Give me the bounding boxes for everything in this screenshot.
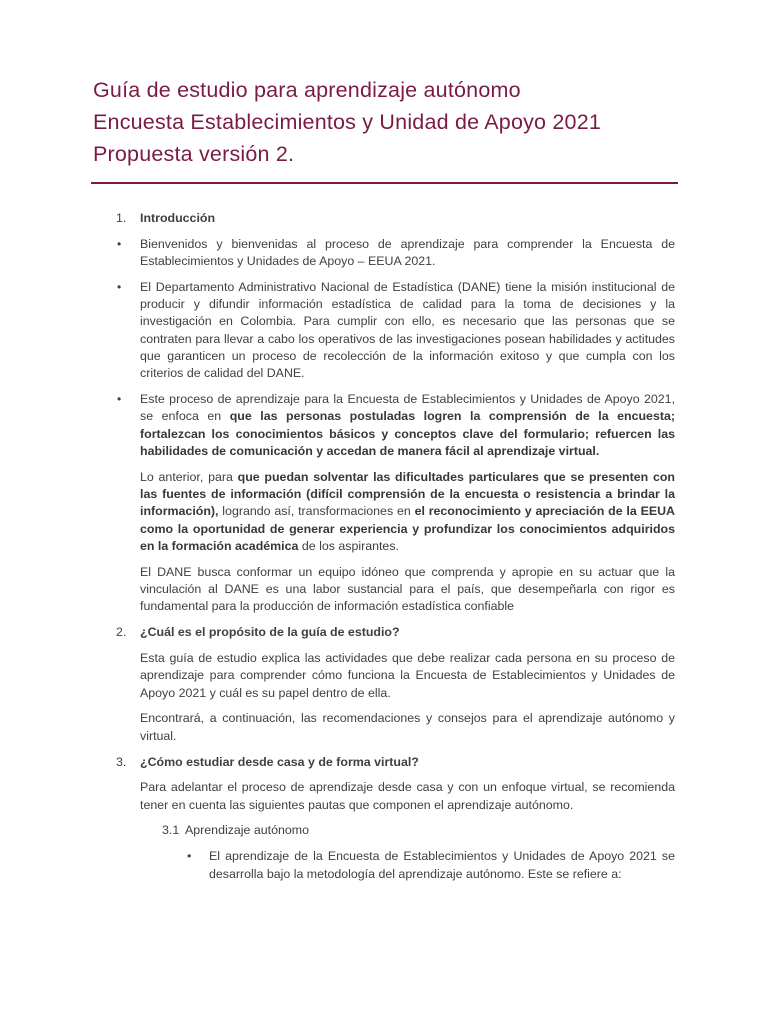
section-number: 3. (116, 754, 127, 769)
paragraph: Bienvenidos y bienvenidas al proceso de aprendizaje para comprender la Encuesta de Establecimientos y Unidades de Apoyo – EEUA 2021. (140, 236, 675, 269)
paragraph (140, 391, 675, 460)
bullet-icon: • (117, 392, 122, 407)
bullet-icon: • (117, 236, 122, 251)
paragraph: El DANE busca conformar un equipo idóneo que comprenda y apropie en su actuar que la vinculación al DANE es una labor sustancial para el país, que desempeñarla con rigor es fundamental para la producción de información estadística confiable (140, 564, 675, 614)
paragraph: Esta guía de estudio explica las actividades que debe realizar cada persona en su proceso de aprendizaje para comprender cómo funciona la Encuesta de Establecimientos y Unidades de Apoyo 2021 y cuál es su papel dentro de ella. (140, 651, 675, 700)
section-1-heading (0, 210, 768, 227)
bold-text-run: el reconocimiento y apreciación de la EEUA como la oportunidad de generar experiencia y profundizar los conocimientos adquiridos en la formación académica (140, 504, 675, 554)
title-line-2: Encuesta Establecimientos y Unidad de Apoyo 2021 (93, 110, 602, 134)
text-run: logrando así, transformaciones en (218, 504, 415, 519)
subsection-title: Aprendizaje autónomo (185, 823, 309, 838)
bold-text-run: que las personas postuladas logren la comprensión de la encuesta; fortalezcan los conocimientos básicos y conceptos clave del formulario; refuercen las habilidades de comunicación y accedan de manera fácil al aprendizaje virtual. (140, 409, 675, 459)
bold-text-run: que puedan solventar las dificultades particulares que se presenten con las fuentes de información (difícil comprensión de la encuesta o resistencia a brindar la información), (140, 469, 675, 519)
text-run: Este proceso de aprendizaje para la Encuesta de Establecimientos y Unidades de Apoyo 2021, se enfoca en (140, 392, 675, 424)
document-body (0, 210, 768, 883)
section-number: 2. (116, 625, 127, 640)
section-2-heading (0, 624, 768, 641)
text-run: de los aspirantes. (298, 539, 399, 554)
paragraph: El aprendizaje de la Encuesta de Establecimientos y Unidades de Apoyo 2021 se desarrolla bajo la metodología del aprendizaje autónomo. Este se refiere a: (209, 849, 675, 881)
section-number: 1. (116, 211, 127, 225)
bullet-icon: • (187, 849, 192, 864)
list-item (0, 848, 768, 883)
list-item (0, 236, 768, 271)
section-title: Introducción (140, 211, 216, 225)
paragraph: Para adelantar el proceso de aprendizaje desde casa y con un enfoque virtual, se recomienda tener en cuenta las siguientes pautas que componen el aprendizaje autónomo. (140, 780, 675, 812)
list-item (0, 391, 768, 460)
section-title: ¿Cómo estudiar desde casa y de forma virtual? (140, 754, 419, 769)
bullet-icon: • (117, 279, 122, 294)
list-item (0, 279, 768, 383)
paragraph: Encontrará, a continuación, las recomendaciones y consejos para el aprendizaje autónomo y virtual. (140, 711, 675, 743)
document-title (93, 74, 693, 170)
title-line-1: Guía de estudio para aprendizaje autónomo (93, 78, 521, 102)
title-divider (91, 182, 678, 184)
text-run: Lo anterior, para (140, 469, 238, 484)
section-title: ¿Cuál es el propósito de la guía de estudio? (140, 625, 400, 640)
paragraph (140, 469, 675, 555)
title-line-3: Propuesta versión 2. (93, 142, 295, 166)
paragraph: El Departamento Administrativo Nacional de Estadística (DANE) tiene la misión institucional de producir y difundir información estadística de calidad para la toma de decisiones y la investigación en Colombia. Para cumplir con ello, es necesario que las personas que se contraten para llevar a cabo los operativos de las investigaciones posean habilidades y actitudes que garanticen un proceso de recolección de la información exitoso y que cumpla con los criterios de calidad del DANE. (140, 279, 675, 381)
subsection-heading (0, 822, 768, 839)
section-3-heading (0, 754, 768, 771)
subsection-number: 3.1 (162, 823, 180, 838)
